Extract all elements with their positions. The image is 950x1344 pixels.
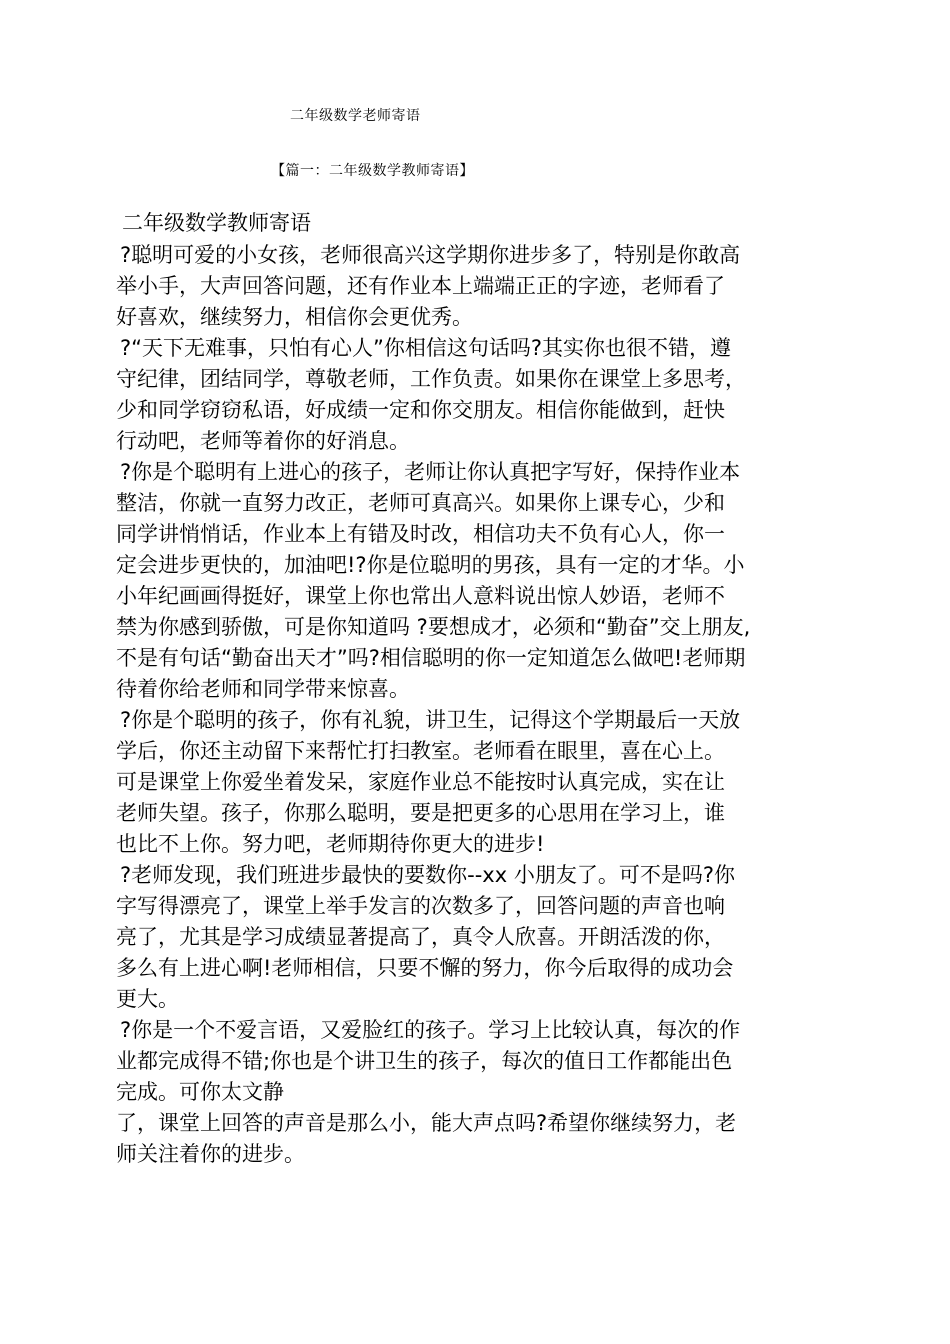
paragraph-line: 也比不上你。努力吧，老师期待你更大的进步!: [116, 832, 545, 856]
section-label: 【篇一：二年级数学教师寄语】: [271, 163, 474, 179]
paragraph-line: 待着你给老师和同学带来惊喜。: [116, 677, 410, 701]
paragraph-line: 好喜欢，继续努力，相信你会更优秀。: [116, 305, 473, 329]
paragraph-line: 业都完成得不错;你也是个讲卫生的孩子，每次的值日工作都能出色: [116, 1049, 733, 1073]
paragraph-line: 字写得漂亮了，课堂上举手发言的次数多了，回答问题的声音也响: [116, 894, 725, 918]
paragraph-line: ?你是一个不爱言语，又爱脸红的孩子。学习上比较认真，每次的作: [120, 1018, 741, 1042]
paragraph-line: 定会进步更快的，加油吧!?你是位聪明的男孩，具有一定的才华。小: [116, 553, 745, 577]
paragraph-line: 禁为你感到骄傲，可是你知道吗 ?要想成才，必须和“勤奋”交上朋友,: [116, 615, 751, 639]
paragraph-line: 不是有句话“勤奋出天才”吗?相信聪明的你一定知道怎么做吧!老师期: [116, 646, 746, 670]
paragraph-line: 多么有上进心啊!老师相信，只要不懈的努力，你今后取得的成功会: [116, 956, 734, 980]
paragraph-line: 亮了，尤其是学习成绩显著提高了，真令人欣喜。开朗活泼的你，: [116, 925, 725, 949]
paragraph-line: ?聪明可爱的小女孩，老师很高兴这学期你进步多了，特别是你敢高: [120, 243, 741, 267]
paragraph-line: 整洁，你就一直努力改正，老师可真高兴。如果你上课专心，少和: [116, 491, 725, 515]
paragraph-line: 举小手，大声回答问题，还有作业本上端端正正的字迹，老师看了: [116, 274, 725, 298]
paragraph-line: 了，课堂上回答的声音是那么小，能大声点吗?希望你继续努力，老: [116, 1111, 737, 1135]
paragraph-line: ?你是个聪明的孩子，你有礼貌，讲卫生，记得这个学期最后一天放: [120, 708, 741, 732]
document-heading: 二年级数学教师寄语: [122, 211, 311, 235]
document-body: [116, 240, 856, 1170]
paragraph-line: 完成。可你太文静: [116, 1080, 284, 1104]
paragraph-line: 可是课堂上你爱坐着发呆，家庭作业总不能按时认真完成，实在让: [116, 770, 725, 794]
paragraph-line: 师关注着你的进步。: [116, 1142, 305, 1166]
paragraph-line: 少和同学窃窃私语，好成绩一定和你交朋友。相信你能做到，赶快: [116, 398, 725, 422]
paragraph-line: ?“天下无难事，只怕有心人”你相信这句话吗?其实你也很不错，遵: [120, 336, 732, 360]
paragraph-line: 行动吧，老师等着你的好消息。: [116, 429, 410, 453]
paragraph-line: 老师失望。孩子，你那么聪明，要是把更多的心思用在学习上，谁: [116, 801, 725, 825]
paragraph-line: ?老师发现，我们班进步最快的要数你--xx 小朋友了。可不是吗?你: [120, 863, 735, 887]
paragraph-line: 同学讲悄悄话，作业本上有错及时改，相信功夫不负有心人，你一: [116, 522, 725, 546]
document-header-title: 二年级数学老师寄语: [290, 108, 421, 124]
paragraph-line: 小年纪画画得挺好，课堂上你也常出人意料说出惊人妙语，老师不: [116, 584, 725, 608]
paragraph-line: ?你是个聪明有上进心的孩子，老师让你认真把字写好，保持作业本: [120, 460, 741, 484]
paragraph-line: 更大。: [116, 987, 179, 1011]
paragraph-line: 学后，你还主动留下来帮忙打扫教室。老师看在眼里，喜在心上。: [116, 739, 725, 763]
paragraph-line: 守纪律，团结同学，尊敬老师，工作负责。如果你在课堂上多思考，: [116, 367, 746, 391]
